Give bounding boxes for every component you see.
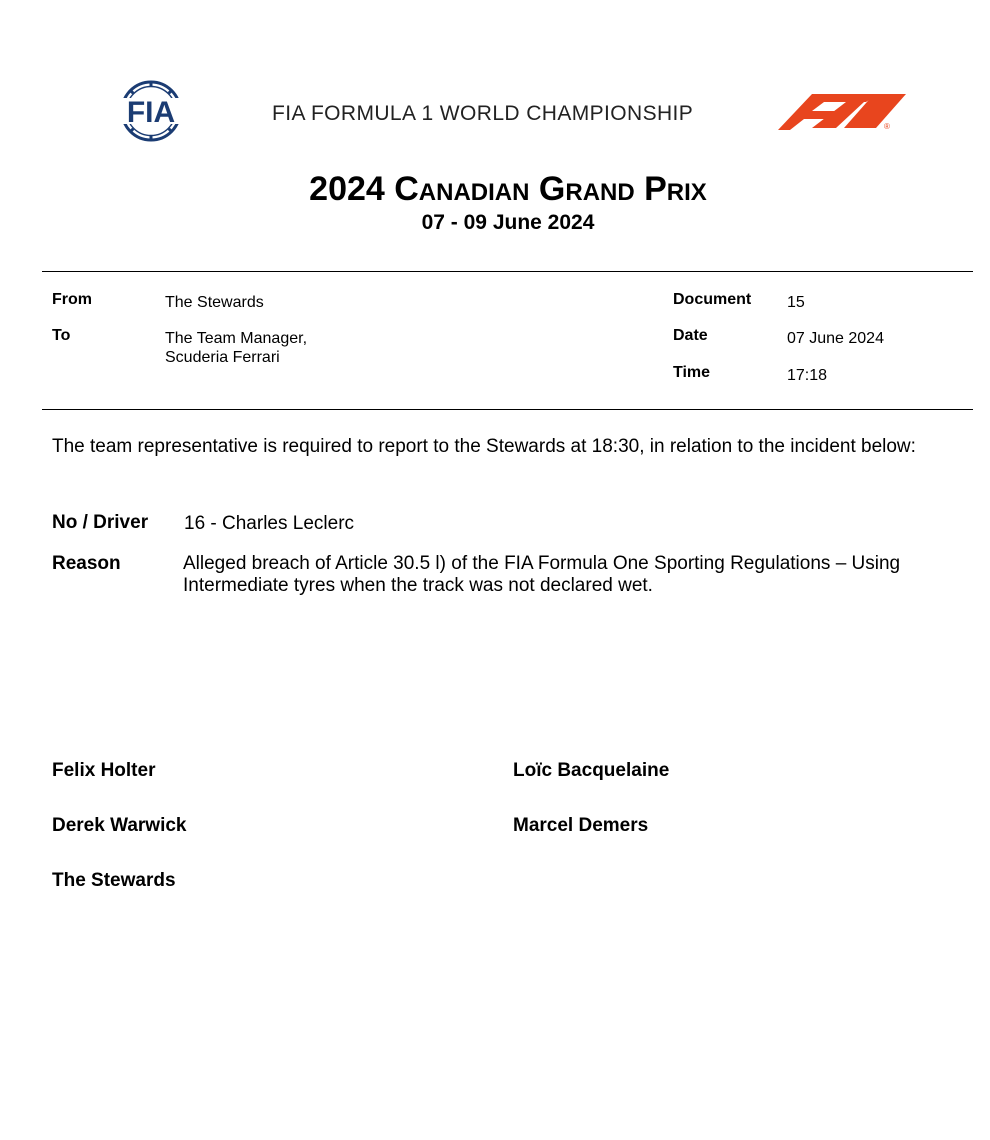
svg-text:®: ® xyxy=(884,122,890,130)
to-line-2: Scuderia Ferrari xyxy=(165,349,280,366)
driver-value: 16 - Charles Leclerc xyxy=(184,513,355,534)
event-title xyxy=(0,170,990,209)
event-name: Canadian Grand Prix xyxy=(394,170,707,208)
divider-top xyxy=(42,271,973,272)
document-label: Document xyxy=(673,291,752,308)
f1-logo xyxy=(778,94,908,130)
from-value: The Stewards xyxy=(165,294,264,311)
date-value: 07 June 2024 xyxy=(787,330,884,347)
from-label: From xyxy=(52,291,92,308)
steward-name: Felix Holter xyxy=(52,760,156,781)
date-label: Date xyxy=(673,327,708,344)
steward-name: Derek Warwick xyxy=(52,815,187,836)
document-value: 15 xyxy=(787,294,805,311)
to-value xyxy=(165,329,307,367)
reason-value: Alleged breach of Article 30.5 l) of the FIA Formula One Sporting Regulations – Using Intermediate tyres when the track was not declared wet. xyxy=(183,553,901,596)
to-line-1: The Team Manager, xyxy=(165,330,308,347)
reason-label: Reason xyxy=(52,553,121,574)
stewards-signoff: The Stewards xyxy=(52,870,176,891)
championship-title: FIA FORMULA 1 WORLD CHAMPIONSHIP xyxy=(272,102,694,125)
steward-name: Marcel Demers xyxy=(513,815,649,836)
event-year: 2024 xyxy=(309,170,385,208)
svg-text:FIA: FIA xyxy=(126,96,176,129)
time-value: 17:18 xyxy=(787,367,828,384)
divider-bottom xyxy=(42,409,973,410)
fia-logo xyxy=(106,80,196,142)
summons-intro: The team representative is required to report to the Stewards at 18:30, in relation to the incident below: xyxy=(52,436,916,457)
steward-name: Loïc Bacquelaine xyxy=(513,760,670,781)
time-label: Time xyxy=(673,364,711,381)
to-label: To xyxy=(52,327,71,344)
driver-label: No / Driver xyxy=(52,512,149,533)
event-dates: 07 - 09 June 2024 xyxy=(421,211,595,234)
